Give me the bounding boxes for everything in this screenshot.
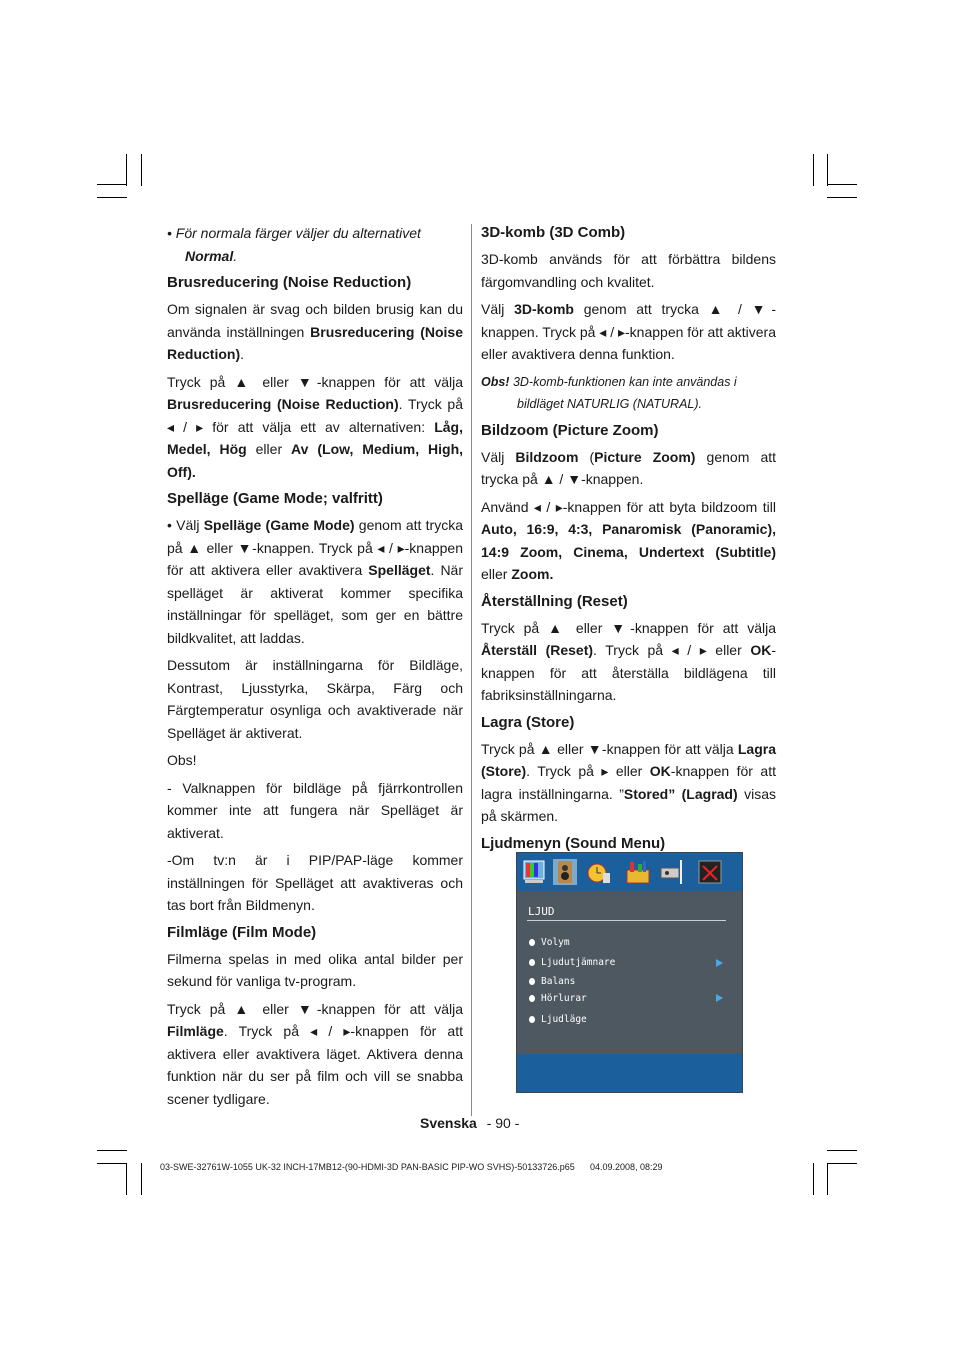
paragraph: Välj Bildzoom (Picture Zoom) genom att trycka på ▲ / ▼-knappen. — [481, 448, 777, 487]
footer-language: Svenska — [420, 1115, 477, 1131]
crop-mark — [97, 1150, 127, 1151]
crop-mark — [827, 197, 857, 198]
crop-mark — [97, 184, 127, 185]
paragraph: Tryck på ▲ eller ▼-knappen för att välja Filmläge. Tryck på ◂ / ▸-knappen för att aktivera eller avaktivera läget. Aktivera denna funktion när du ser på film och vill se snabba scener tydligare. — [167, 1000, 463, 1107]
bullet-icon — [529, 939, 535, 946]
paragraph: - Valknappen för bildläge på fjärrkontrollen kommer inte att fungera när Spelläget är aktiverat. — [167, 779, 463, 841]
left-column — [167, 222, 463, 1115]
paragraph: Tryck på ▲ eller ▼-knappen för att välja Återställ (Reset). Tryck på ◂ / ▸ eller OK-knappen för att återställa bildlägena till fabriksinställningarna. — [481, 619, 776, 703]
menu-title-rule — [527, 920, 726, 921]
arrow-right-icon — [716, 959, 723, 967]
bullet-icon — [529, 978, 535, 985]
crop-mark — [813, 1163, 814, 1195]
paragraph: • Välj Spelläge (Game Mode) genom att trycka på ▲ eller ▼-knappen. Tryck på ◂ / ▸-knappen för att aktivera eller avaktivera Spelläget. När spelläget är aktiverat kommer specifika inställningar för spelläget, som ger en bättre bildkvalitet, att laddas. — [167, 517, 463, 646]
sound-menu-screenshot — [516, 852, 743, 1093]
paragraph: Filmerna spelas in med olika antal bilder per sekund för vanliga tv-program. — [167, 950, 463, 989]
heading-3d-comb: 3D-komb (3D Comb) — [481, 224, 626, 241]
menu-footer-bar — [517, 1054, 742, 1092]
paragraph: Tryck på ▲ eller ▼-knappen för att välja Lagra (Store). Tryck på ▸ eller OK-knappen för att lagra inställningarna. ”Stored” (Lagrad) visas på skärmen. — [481, 740, 776, 824]
menu-item-balance[interactable]: Balans — [529, 976, 575, 987]
right-column — [481, 222, 776, 859]
heading-store: Lagra (Store) — [481, 713, 575, 731]
clock-icon — [585, 858, 611, 886]
crop-mark — [827, 154, 828, 186]
crop-mark — [827, 1150, 857, 1151]
crop-mark — [141, 1163, 142, 1195]
connections-icon — [659, 858, 685, 886]
bullet-normal: • För normala färger väljer du alternativet Normal. — [167, 225, 421, 264]
menu-item-headphones[interactable]: Hörlurar — [529, 993, 587, 1004]
crop-mark — [813, 154, 814, 186]
crop-mark — [141, 154, 142, 186]
heading-noise-reduction: Brusreducering (Noise Reduction) — [167, 274, 412, 291]
file-info: 03-SWE-32761W-1055 UK-32 INCH-17MB12-(90-HDMI-3D PAN-BASIC PIP-WO SVHS)-50133726.p65 — [160, 1162, 575, 1172]
column-divider — [471, 224, 472, 1116]
heading-film-mode: Filmläge (Film Mode) — [167, 923, 317, 941]
crop-mark — [827, 1163, 857, 1164]
crop-mark — [827, 184, 857, 185]
note: Obs! 3D-komb-funktionen kan inte användas i bildläget NATURLIG (NATURAL). — [481, 374, 737, 411]
toolbox-icon — [625, 858, 651, 886]
crop-mark — [126, 1163, 127, 1195]
bullet-icon — [529, 1016, 535, 1023]
heading-game-mode: Spelläge (Game Mode; valfritt) — [167, 490, 383, 507]
bullet-icon — [529, 959, 535, 966]
heading-picture-zoom: Bildzoom (Picture Zoom) — [481, 421, 659, 439]
arrow-right-icon — [716, 994, 723, 1002]
page-number: - 90 - — [486, 1115, 520, 1131]
sound-icon — [552, 858, 578, 886]
file-date: 04.09.2008, 08:29 — [590, 1162, 663, 1172]
page-footer — [420, 1115, 519, 1131]
menu-item-equalizer[interactable]: Ljudutjämnare — [529, 957, 615, 968]
heading-sound-menu: Ljudmenyn (Sound Menu) — [481, 834, 666, 852]
bullet-icon — [529, 995, 535, 1002]
menu-icon-bar — [517, 853, 742, 891]
crop-mark — [126, 154, 127, 186]
paragraph: -Om tv:n är i PIP/PAP-läge kommer inställningen för Spelläget att avaktiveras och tas bort från Bildmenyn. — [167, 852, 463, 913]
paragraph: 3D-komb används för att förbättra bildens färgomvandling och kvalitet. — [481, 251, 776, 290]
picture-icon — [521, 858, 547, 886]
source-icon — [697, 858, 723, 886]
crop-mark — [827, 1163, 828, 1195]
paragraph: Dessutom är inställningarna för Bildläge, Kontrast, Ljusstyrka, Skärpa, Färg och Färgtemperatur osynliga och avaktiverade när Spelläget är aktiverat. — [167, 657, 463, 741]
menu-item-sound-mode[interactable]: Ljudläge — [529, 1014, 587, 1025]
menu-title: LJUD — [528, 905, 555, 918]
paragraph: Om signalen är svag och bilden brusig kan du använda inställningen Brusreducering (Noise Reduction). — [167, 301, 463, 362]
paragraph: Obs! — [167, 752, 197, 768]
menu-item-volume[interactable]: Volym — [529, 937, 570, 948]
heading-reset: Återställning (Reset) — [481, 592, 628, 610]
paragraph: Välj 3D-komb genom att trycka ▲ / ▼-knappen. Tryck på ◂ / ▸-knappen för att aktivera eller avaktivera denna funktion. — [481, 301, 777, 362]
crop-mark — [97, 197, 127, 198]
paragraph: Tryck på ▲ eller ▼-knappen för att välja Brusreducering (Noise Reduction). Tryck på ◂ / ▸ för att välja ett av alternativen: Låg, Medel, Hög eller Av (Low, Medium, High, Off). — [167, 373, 464, 480]
crop-mark — [97, 1163, 127, 1164]
paragraph: Använd ◂ / ▸-knappen för att byta bildzoom till Auto, 16:9, 4:3, Panaromisk (Panoramic), 14:9 Zoom, Cinema, Undertext (Subtitle) eller Zoom. — [481, 498, 776, 582]
